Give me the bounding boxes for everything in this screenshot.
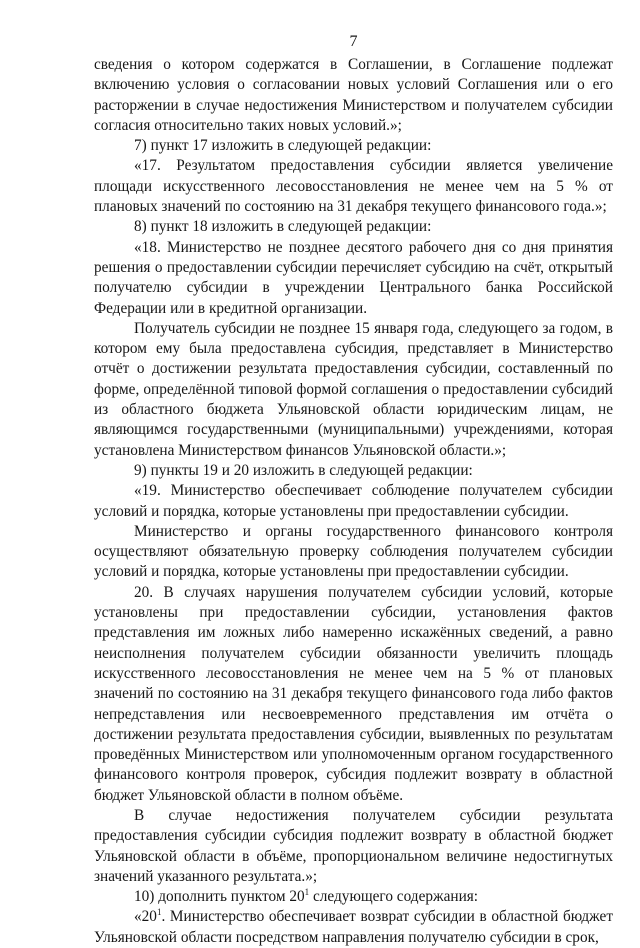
item10-text-end: следующего содержания:	[309, 888, 479, 906]
paragraph-item-10	[94, 887, 613, 907]
paragraph-9: Министерство и органы государственного финансового контроля осуществляют обязательную проверку соблюдения получателем субсидии условий и порядка, которые установлены при предоставлении субсидии.	[94, 522, 613, 581]
paragraph-2: 7) пункт 17 изложить в следующей редакции:	[134, 137, 432, 155]
paragraph-7: 9) пункты 19 и 20 изложить в следующей редакции:	[134, 461, 473, 479]
item10-superscript: 1	[304, 887, 310, 898]
item10-text: 10) дополнить пунктом 20	[134, 888, 305, 906]
paragraph-3: «17. Результатом предоставления субсидии является увеличение площади искусственного лесовосстановления не менее чем на 5 % от плановых значений по состоянию на 31 декабря текущего финансового года.»;	[94, 157, 613, 216]
paragraph-1: сведения о котором содержатся в Соглашении, в Соглашение подлежат включению условия о согласовании новых условий Соглашения или о его расторжении в случае недостижения Министерством и получателем субсидии согласия относительно таких новых условий.»;	[94, 56, 613, 134]
item20-1-superscript: 1	[156, 907, 162, 918]
item20-1-text-end: . Министерство обеспечивает возврат субсидии в областной бюджет Ульяновской области посредством направления получателю субсидии в срок,	[94, 908, 613, 946]
paragraph-4: 8) пункт 18 изложить в следующей редакции:	[134, 218, 432, 236]
paragraph-5: «18. Министерство не позднее десятого рабочего дня со дня принятия решения о предоставлении субсидии перечисляет субсидию на счёт, открытый получателю субсидии в учреждении Центрального банка Российской Федерации или в кредитной организации.	[94, 238, 613, 317]
paragraph-6: Получатель субсидии не позднее 15 января года, следующего за годом, в котором ему была предоставлена субсидия, представляет в Министерство отчёт о достижении результата предоставления субсидии, составленный по форме, определённой типовой формой соглашения о предоставлении субсидий из областного бюджета Ульяновской области юридическим лицам, не являющимся государственными (муниципальными) учреждениями, которая установлена Министерством финансов Ульяновской области.»;	[94, 319, 613, 459]
paragraph-item-20-1	[94, 907, 613, 948]
paragraph-11: В случае недостижения получателем субсидии результата предоставления субсидии субсидия подлежит возврату в областной бюджет Ульяновской области в объёме, пропорциональном величине недостигнутых значений указанного результата.»;	[94, 806, 613, 885]
item20-1-text: «20	[134, 908, 157, 926]
paragraph-8: «19. Министерство обеспечивает соблюдение получателем субсидии условий и порядка, которые установлены при предоставлении субсидии.	[94, 482, 613, 520]
paragraph-10: 20. В случаях нарушения получателем субсидии условий, которые установлены при предоставлении субсидии, установления фактов представления им ложных либо намеренно искажённых сведений, а равно неисполнения получателем субсидии обязанности увеличить площадь искусственного лесовосстановления не менее чем на 5 % от плановых значений по состоянию на 31 декабря текущего финансового года либо фактов непредставления или несвоевременного представления им отчёта о достижении результата предоставления субсидии, выявленных по результатам проведённых Министерством или уполномоченным органом государственного финансового контроля проверок, субсидия подлежит возврату в областной бюджет Ульяновской области в полном объёме.	[94, 583, 613, 804]
page-number: 7	[349, 33, 358, 50]
